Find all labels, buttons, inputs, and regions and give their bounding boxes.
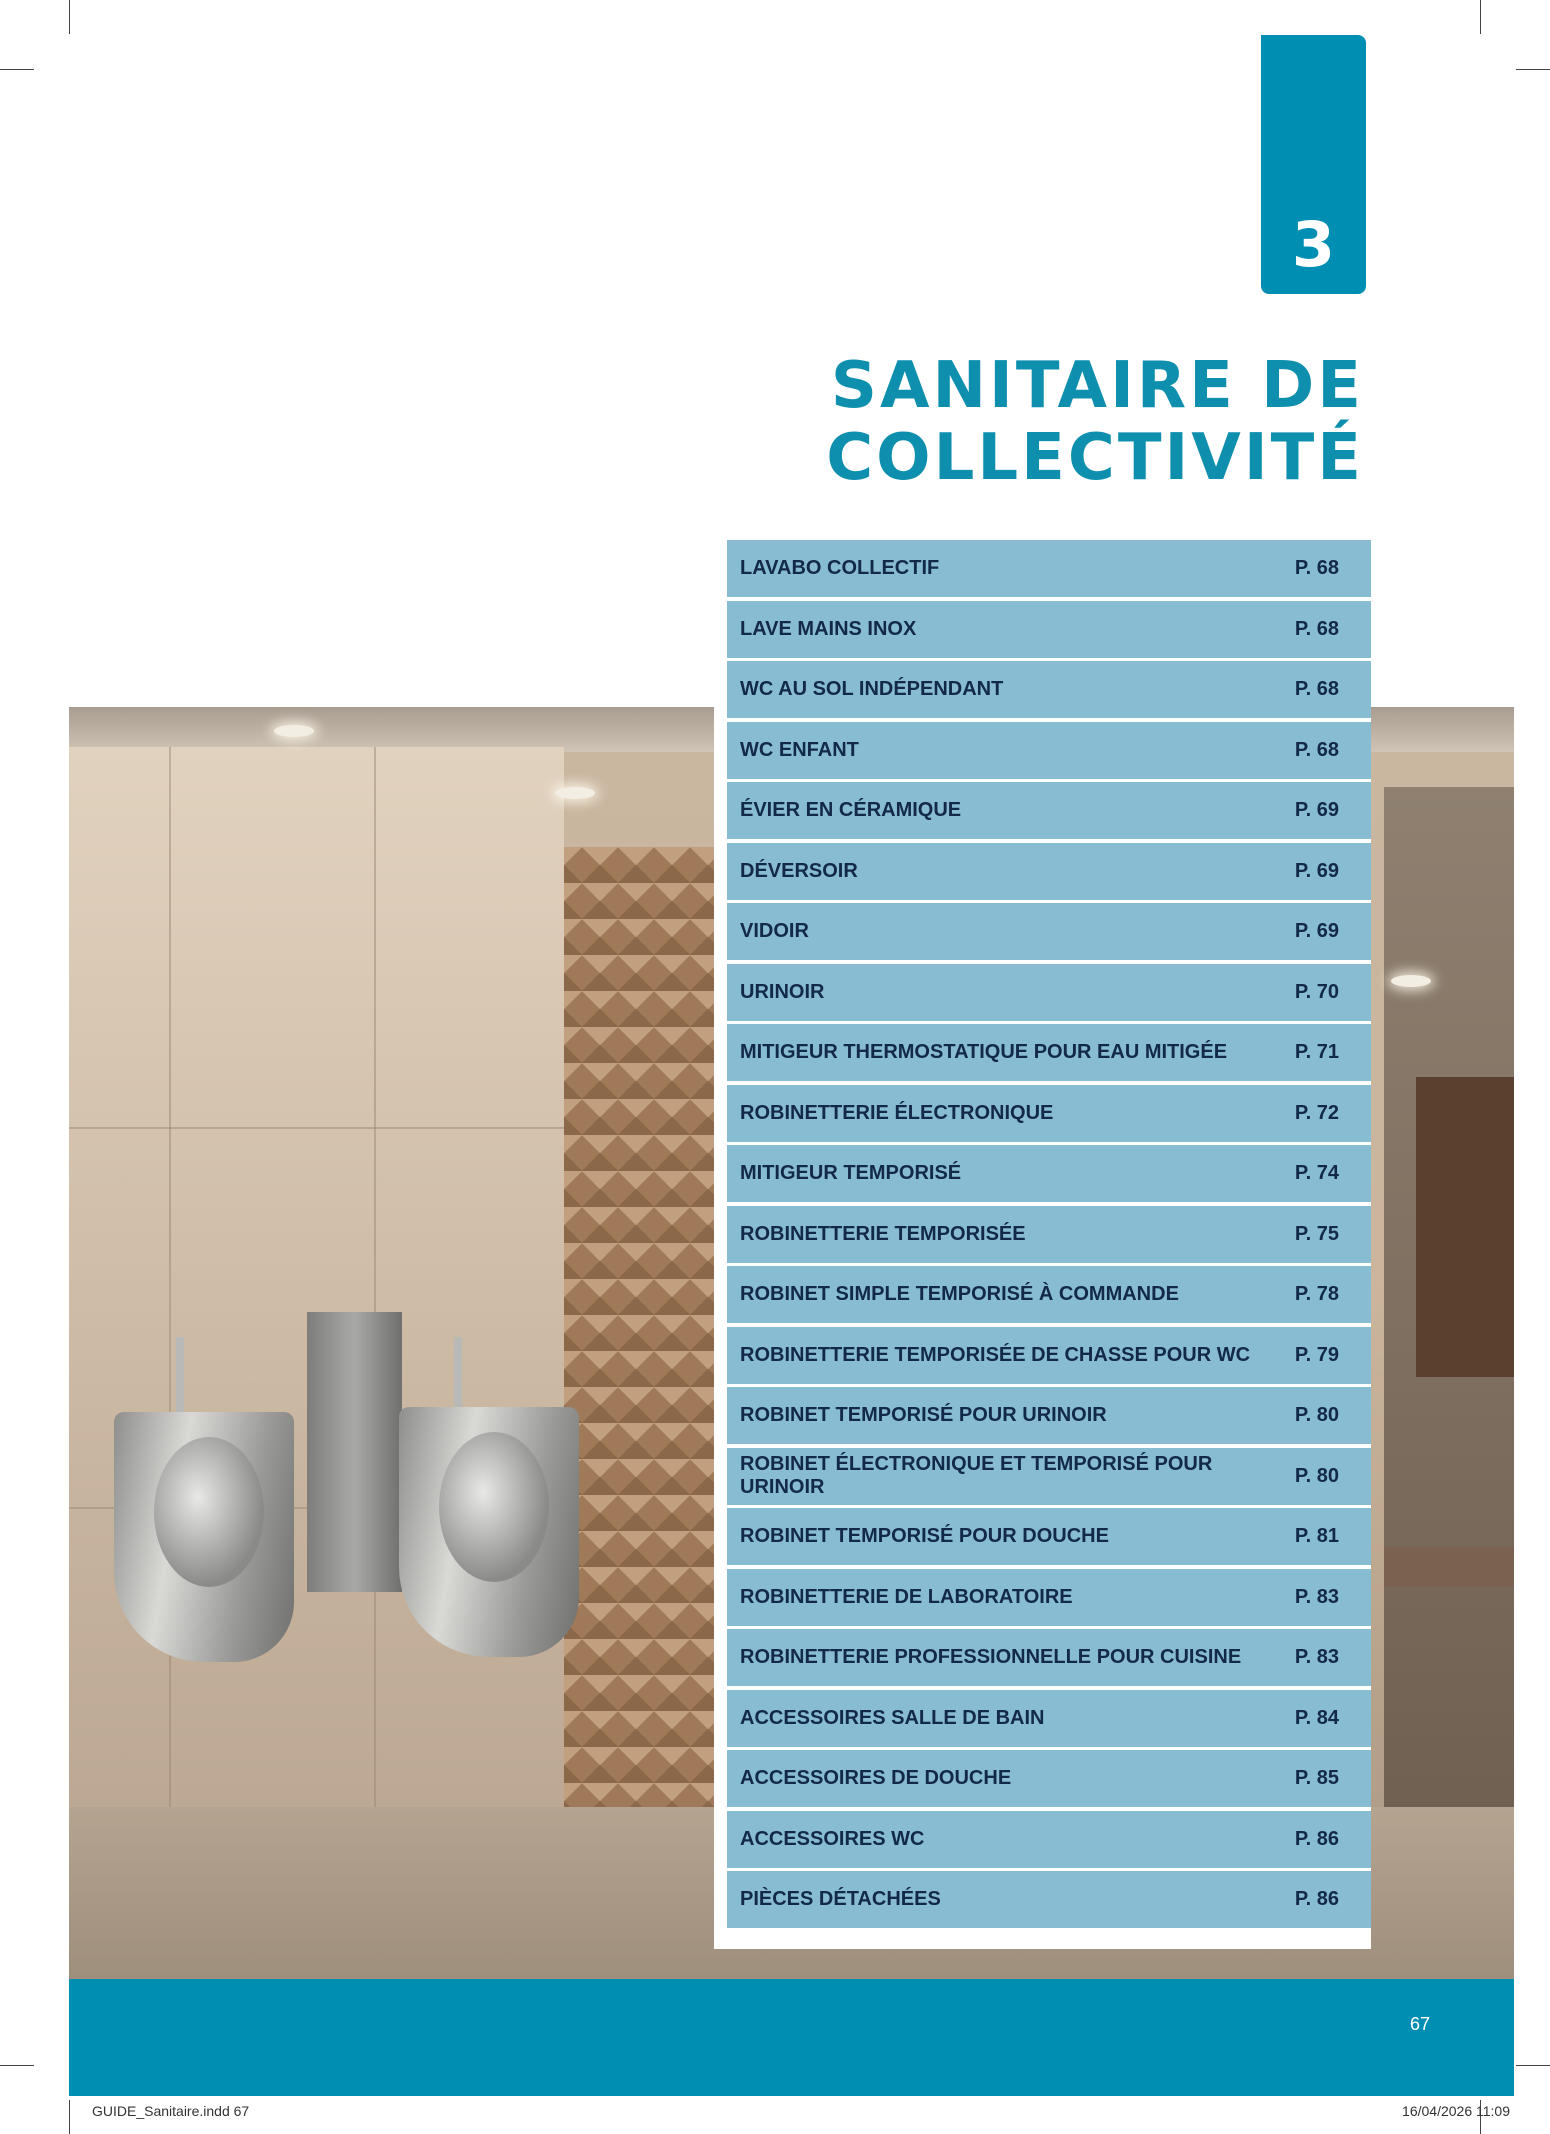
index-row-page: P. 78 xyxy=(1294,1283,1339,1305)
crop-mark xyxy=(1516,2065,1550,2066)
crop-mark xyxy=(0,2065,34,2066)
index-row xyxy=(727,1629,1371,1686)
index-row-label: PIÈCES DÉTACHÉES xyxy=(740,1888,941,1910)
index-row-page: P. 83 xyxy=(1294,1646,1339,1668)
index-row xyxy=(727,601,1371,658)
index-row-page: P. 68 xyxy=(1294,678,1339,700)
index-row xyxy=(727,964,1371,1021)
index-row-label: ROBINETTERIE DE LABORATOIRE xyxy=(740,1585,1073,1608)
index-row-page: P. 84 xyxy=(1294,1706,1339,1729)
index-row xyxy=(727,1085,1371,1142)
index-row-label: WC ENFANT xyxy=(740,738,859,761)
index-row xyxy=(727,1508,1371,1565)
index-row-page: P. 75 xyxy=(1294,1222,1339,1245)
ceiling-light xyxy=(274,725,314,737)
slug-file: GUIDE_Sanitaire.indd 67 xyxy=(92,2103,250,2119)
index-row-label: WC AU SOL INDÉPENDANT xyxy=(740,678,1004,700)
index-row-page: P. 83 xyxy=(1294,1585,1339,1608)
index-row-label: ACCESSOIRES SALLE DE BAIN xyxy=(740,1706,1045,1729)
index-row-page: P. 86 xyxy=(1294,1888,1339,1910)
index-row-page: P. 68 xyxy=(1294,617,1339,640)
index-row-label: MITIGEUR TEMPORISÉ xyxy=(740,1162,962,1184)
index-row-label: ACCESSOIRES DE DOUCHE xyxy=(740,1767,1012,1789)
index-row xyxy=(727,1145,1371,1202)
page-number: 67 xyxy=(1409,2014,1430,2034)
index-row-page: P. 69 xyxy=(1294,920,1339,942)
index-row-label: ACCESSOIRES WC xyxy=(740,1827,925,1850)
crop-mark xyxy=(69,2100,70,2134)
index-row-page: P. 85 xyxy=(1294,1767,1339,1789)
index-row-page: P. 70 xyxy=(1294,980,1339,1003)
index-row xyxy=(727,1024,1371,1081)
index-row xyxy=(727,1750,1371,1807)
index-row-label: ROBINETTERIE ÉLECTRONIQUE xyxy=(740,1101,1054,1124)
index-row-label: ROBINETTERIE TEMPORISÉE DE CHASSE POUR WC xyxy=(740,1343,1251,1366)
title-line-2: COLLECTIVITÉ xyxy=(826,421,1364,495)
index-row xyxy=(727,1690,1371,1747)
index-row-page: P. 80 xyxy=(1294,1404,1339,1426)
index-row xyxy=(727,1811,1371,1868)
index-row-label: VIDOIR xyxy=(740,920,809,942)
index-row xyxy=(727,782,1371,839)
urinal-partition xyxy=(307,1312,402,1592)
index-row-label: URINOIR xyxy=(740,980,825,1003)
index-row xyxy=(727,540,1371,597)
crop-mark xyxy=(1516,69,1550,70)
index-row-label: ROBINET TEMPORISÉ POUR DOUCHE xyxy=(740,1525,1109,1547)
title-line-1: SANITAIRE DE xyxy=(830,349,1364,423)
index-row xyxy=(727,1327,1371,1384)
slug-date: 16/04/2026 11:09 xyxy=(1402,2103,1510,2119)
index-row xyxy=(727,661,1371,718)
index-row-label: LAVABO COLLECTIF xyxy=(740,557,940,579)
index-row-page: P. 69 xyxy=(1294,859,1339,882)
crop-mark xyxy=(1480,0,1481,34)
urinal-flush-pipe xyxy=(176,1337,184,1417)
index-row xyxy=(727,722,1371,779)
ceiling-light xyxy=(555,787,595,799)
index-row xyxy=(727,1448,1371,1505)
crop-mark xyxy=(0,69,34,70)
footer-band xyxy=(69,1979,1514,2096)
index-row-page: P. 81 xyxy=(1294,1525,1339,1547)
index-row xyxy=(727,1266,1371,1323)
page-title xyxy=(826,350,1364,494)
index-row xyxy=(727,1871,1371,1928)
index-row-page: P. 79 xyxy=(1294,1343,1339,1366)
chapter-number: 3 xyxy=(1291,208,1336,281)
urinal xyxy=(114,1412,294,1662)
index-row-page: P. 72 xyxy=(1294,1101,1339,1124)
photo-sink-counter xyxy=(1384,1547,1514,1587)
urinal-flush-pipe xyxy=(454,1337,462,1417)
index-row-label: LAVE MAINS INOX xyxy=(740,617,917,640)
index-row-page: P. 74 xyxy=(1294,1162,1339,1184)
chapter-tab xyxy=(1261,35,1366,294)
index-row-label: ROBINET SIMPLE TEMPORISÉ À COMMANDE xyxy=(740,1283,1179,1305)
photo-door xyxy=(1416,1077,1514,1377)
index-row-page: P. 69 xyxy=(1294,799,1339,821)
index-row-page: P. 80 xyxy=(1294,1464,1339,1487)
index-row-label: ROBINETTERIE TEMPORISÉE xyxy=(740,1222,1026,1245)
index-row xyxy=(727,843,1371,900)
index-row xyxy=(727,1206,1371,1263)
index-row-label: ROBINETTERIE PROFESSIONNELLE POUR CUISINE xyxy=(740,1646,1242,1668)
index-row-page: P. 68 xyxy=(1294,738,1339,761)
index-row xyxy=(727,903,1371,960)
index-row-page: P. 86 xyxy=(1294,1827,1339,1850)
index-row-label: ROBINET ÉLECTRONIQUE ET TEMPORISÉ POUR URINOIR xyxy=(740,1453,1213,1498)
index-row xyxy=(727,1569,1371,1626)
photo-tiled-wall xyxy=(69,747,564,1827)
chapter-index-panel xyxy=(714,537,1371,1949)
index-row-label: DÉVERSOIR xyxy=(740,859,858,882)
urinal xyxy=(399,1407,579,1657)
index-row-label: ROBINET TEMPORISÉ POUR URINOIR xyxy=(740,1404,1107,1426)
index-row-label: ÉVIER EN CÉRAMIQUE xyxy=(740,799,962,821)
crop-mark xyxy=(69,0,70,34)
chapter-index-list xyxy=(727,540,1371,1932)
index-row-page: P. 71 xyxy=(1294,1041,1339,1063)
index-row-page: P. 68 xyxy=(1294,557,1339,579)
index-row-label: MITIGEUR THERMOSTATIQUE POUR EAU MITIGÉE xyxy=(740,1041,1228,1063)
index-row xyxy=(727,1387,1371,1444)
ceiling-light xyxy=(1391,975,1431,987)
